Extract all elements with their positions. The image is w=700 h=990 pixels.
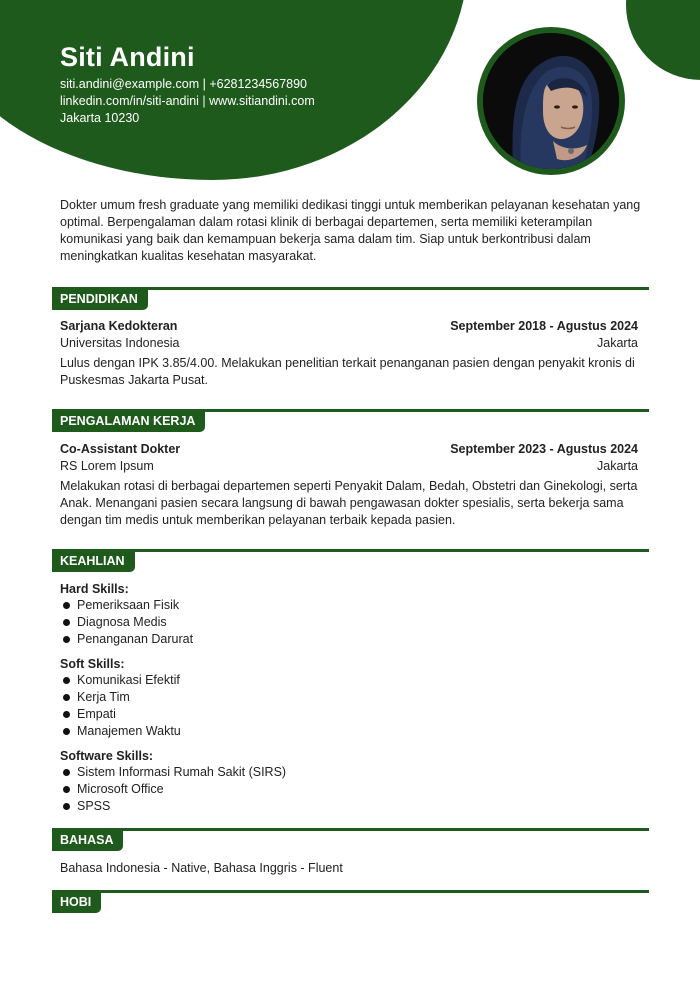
contact-links: linkedin.com/in/siti-andini | www.sitiandini.com bbox=[60, 94, 315, 108]
contact-email-phone: siti.andini@example.com | +6281234567890 bbox=[60, 77, 308, 91]
list-item: SPSS bbox=[60, 798, 286, 815]
section-divider bbox=[52, 890, 649, 893]
profile-photo-illustration bbox=[483, 33, 619, 169]
soft-skills-list bbox=[60, 672, 181, 740]
list-item: Empati bbox=[60, 706, 181, 723]
software-skills-list bbox=[60, 764, 286, 815]
education-degree: Sarjana Kedokteran bbox=[60, 319, 178, 333]
profile-photo-frame bbox=[477, 27, 625, 175]
list-item: Manajemen Waktu bbox=[60, 723, 181, 740]
software-skills-label: Software Skills: bbox=[60, 749, 154, 763]
hard-skills-list bbox=[60, 597, 193, 648]
education-institution: Universitas Indonesia bbox=[60, 336, 180, 350]
section-title: PENDIDIKAN bbox=[52, 289, 148, 310]
experience-company: RS Lorem Ipsum bbox=[60, 459, 154, 473]
list-item: Diagnosa Medis bbox=[60, 614, 193, 631]
section-title: HOBI bbox=[52, 892, 101, 913]
experience-role: Co-Assistant Dokter bbox=[60, 442, 181, 456]
education-dates: September 2018 - Agustus 2024 bbox=[450, 319, 638, 333]
section-title: PENGALAMAN KERJA bbox=[52, 411, 205, 432]
experience-location: Jakarta bbox=[597, 459, 638, 473]
section-divider bbox=[52, 549, 649, 552]
corner-decoration-shape bbox=[626, 0, 700, 80]
list-item: Microsoft Office bbox=[60, 781, 286, 798]
candidate-name: Siti Andini bbox=[60, 42, 195, 72]
list-item: Penanganan Darurat bbox=[60, 631, 193, 648]
profile-photo bbox=[483, 33, 619, 169]
profile-summary: Dokter umum fresh graduate yang memiliki dedikasi tinggi untuk memberikan pelayanan kesehatan yang optimal. Berpengalaman dalam rotasi klinik di berbagai departemen, serta memiliki keterampilan komunikasi yang baik dan kemampuan bekerja sama dalam tim. Siap untuk berkontribusi dalam meningkatkan kualitas kesehatan masyarakat. bbox=[60, 198, 641, 263]
contact-address: Jakarta 10230 bbox=[60, 111, 140, 125]
education-location: Jakarta bbox=[597, 336, 638, 350]
experience-dates: September 2023 - Agustus 2024 bbox=[450, 442, 638, 456]
languages-text: Bahasa Indonesia - Native, Bahasa Inggris - Fluent bbox=[60, 861, 343, 875]
list-item: Sistem Informasi Rumah Sakit (SIRS) bbox=[60, 764, 286, 781]
soft-skills-label: Soft Skills: bbox=[60, 657, 125, 671]
experience-description: Melakukan rotasi di berbagai departemen seperti Penyakit Dalam, Bedah, Obstetri dan Ginekologi, serta Anak. Menangani pasien secara langsung di bawah pengawasan dokter spesialis, serta bekerja sama dengan tim medis untuk memberikan pelayanan terbaik kepada pasien. bbox=[60, 479, 638, 527]
hard-skills-label: Hard Skills: bbox=[60, 582, 129, 596]
section-divider bbox=[52, 828, 649, 831]
list-item: Pemeriksaan Fisik bbox=[60, 597, 193, 614]
section-title: BAHASA bbox=[52, 830, 123, 851]
education-description: Lulus dengan IPK 3.85/4.00. Melakukan penelitian terkait penanganan pasien dengan penyakit kronis di Puskesmas Jakarta Pusat. bbox=[60, 356, 635, 387]
list-item: Komunikasi Efektif bbox=[60, 672, 181, 689]
header bbox=[60, 42, 315, 127]
list-item: Kerja Tim bbox=[60, 689, 181, 706]
section-title: KEAHLIAN bbox=[52, 551, 135, 572]
